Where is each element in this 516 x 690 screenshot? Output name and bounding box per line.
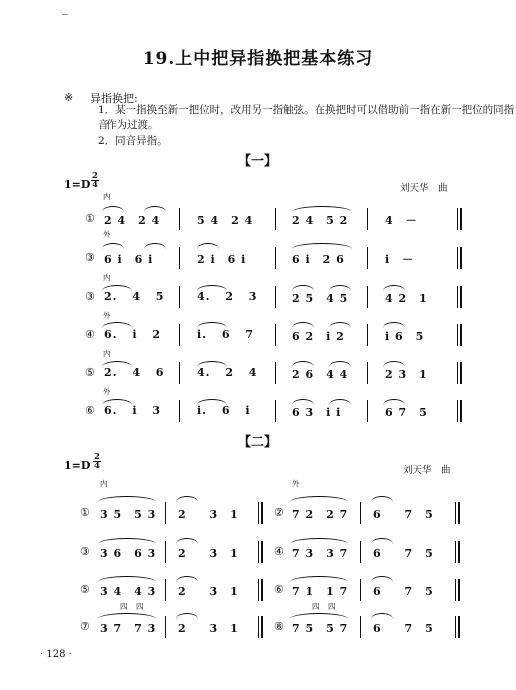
measure: 2 3 1 xyxy=(178,547,239,560)
hint: 外 xyxy=(103,387,111,396)
row-label: ① xyxy=(85,212,95,225)
measure: i. 6 7 xyxy=(197,328,254,341)
slur xyxy=(290,613,348,619)
end-barline xyxy=(457,208,462,230)
end-barline xyxy=(258,541,263,563)
row-label: ③ xyxy=(80,545,90,558)
measure: 5 4 2 4 xyxy=(197,214,254,227)
barline xyxy=(275,286,276,308)
measure: 3 6 6 3 xyxy=(100,547,157,560)
end-barline xyxy=(457,400,462,422)
barline xyxy=(179,324,180,346)
measure: 6 7 5 xyxy=(373,622,434,635)
slur xyxy=(176,538,198,544)
slur xyxy=(292,243,352,249)
measure: 6 7 5 xyxy=(373,547,434,560)
measure: 7 5 5 7 xyxy=(292,622,349,635)
slur xyxy=(102,243,124,249)
measure: 2 3 1 xyxy=(385,368,428,381)
measure: 6 3 i i xyxy=(292,406,342,419)
measure: 6 i 6 i xyxy=(104,253,154,266)
measure: 3 4 4 3 xyxy=(100,585,157,598)
measure: 2 i 6 i xyxy=(197,253,247,266)
barline xyxy=(165,502,166,524)
time-bottom: 4 xyxy=(94,461,100,471)
barline xyxy=(367,362,368,384)
measure: i 6 5 xyxy=(385,330,425,343)
barline xyxy=(367,324,368,346)
measure: 4. 2 4 xyxy=(197,366,258,379)
time-top: 2 xyxy=(94,452,100,462)
measure: 6 7 5 xyxy=(385,406,428,419)
row-label: ⑥ xyxy=(274,583,284,596)
fingering: 四 xyxy=(136,602,144,611)
measure: 7 3 3 7 xyxy=(292,547,349,560)
note-heading: 异指换把: xyxy=(90,92,138,105)
barline xyxy=(179,286,180,308)
slur xyxy=(98,576,156,582)
fingering: 四 xyxy=(120,602,128,611)
barline xyxy=(165,616,166,638)
barline xyxy=(275,208,276,230)
slur xyxy=(176,576,198,582)
barline xyxy=(275,324,276,346)
measure: 4 － xyxy=(385,214,418,227)
slur xyxy=(98,613,156,619)
hint: 内 xyxy=(103,273,111,282)
hint: 外 xyxy=(292,479,300,488)
section-1-composer: 刘天华 曲 xyxy=(400,183,448,194)
page-title: 19.上中把异指换把基本练习 xyxy=(142,49,374,69)
slur xyxy=(98,496,156,502)
row-label: ③ xyxy=(85,290,95,303)
measure: 7 2 2 7 xyxy=(292,508,349,521)
end-barline xyxy=(457,362,462,384)
section-1-heading: 【一】 xyxy=(238,154,278,169)
measure: 3 7 7 3 xyxy=(100,622,157,635)
measure: i － xyxy=(385,253,415,266)
measure: 2 6 4 4 xyxy=(292,368,349,381)
barline xyxy=(275,400,276,422)
row-label: ⑤ xyxy=(80,583,90,596)
end-barline xyxy=(258,616,263,638)
slur xyxy=(197,243,219,249)
time-top: 2 xyxy=(92,171,98,181)
margin-mark xyxy=(62,14,68,15)
barline xyxy=(367,208,368,230)
row-label: ⑦ xyxy=(80,620,90,633)
note-mark: ※ xyxy=(64,91,74,104)
section-1-time-signature xyxy=(91,172,99,189)
barline xyxy=(367,400,368,422)
measure: 2 4 5 2 xyxy=(292,214,349,227)
measure: 6 i 2 6 xyxy=(292,253,345,266)
measure: 6 7 5 xyxy=(373,585,434,598)
section-1-key: 1=D xyxy=(64,178,91,191)
measure: 4. 2 3 xyxy=(197,290,258,303)
slur xyxy=(371,496,393,502)
measure: 6. i 2 xyxy=(104,328,161,341)
hint: 内 xyxy=(103,349,111,358)
barline xyxy=(165,579,166,601)
barline xyxy=(367,286,368,308)
measure: 2. 4 6 xyxy=(104,366,165,379)
note-line-2: 作为过渡。 xyxy=(106,119,159,131)
slur xyxy=(290,576,348,582)
row-label: ③ xyxy=(85,251,95,264)
slur xyxy=(290,538,348,544)
slur xyxy=(144,243,166,249)
slur xyxy=(176,613,198,619)
measure: 3 5 5 3 xyxy=(100,508,157,521)
barline xyxy=(179,362,180,384)
row-label: ⑥ xyxy=(85,404,95,417)
barline xyxy=(367,247,368,269)
end-barline xyxy=(258,502,263,524)
barline xyxy=(179,247,180,269)
measure: 7 1 1 7 xyxy=(292,585,349,598)
measure: 2. 4 5 xyxy=(104,290,165,303)
measure: 6 7 5 xyxy=(373,508,434,521)
row-label: ② xyxy=(274,506,284,519)
barline xyxy=(360,579,361,601)
hint: 内 xyxy=(103,192,111,201)
slur xyxy=(371,538,393,544)
measure: 2 5 4 5 xyxy=(292,292,349,305)
slur xyxy=(290,496,348,502)
page-number: · 128 · xyxy=(40,649,72,660)
row-label: ① xyxy=(80,506,90,519)
measure: 2 3 1 xyxy=(178,622,239,635)
fingering: 四 xyxy=(312,602,320,611)
end-barline xyxy=(457,247,462,269)
time-bottom: 4 xyxy=(92,180,98,190)
hint: 外 xyxy=(103,230,111,239)
measure: 2 4 2 4 xyxy=(104,214,161,227)
barline xyxy=(165,541,166,563)
row-label: ⑧ xyxy=(274,620,284,633)
barline xyxy=(360,502,361,524)
end-barline xyxy=(457,286,462,308)
section-2-heading: 【二】 xyxy=(238,435,278,450)
section-2-composer: 刘天华 曲 xyxy=(403,465,451,476)
barline xyxy=(360,541,361,563)
slur xyxy=(371,613,393,619)
end-barline xyxy=(455,502,460,524)
end-barline xyxy=(455,579,460,601)
barline xyxy=(360,616,361,638)
barline xyxy=(179,208,180,230)
end-barline xyxy=(457,324,462,346)
fingering: 四 xyxy=(328,602,336,611)
barline xyxy=(275,247,276,269)
hint: 内 xyxy=(100,479,108,488)
section-2-key: 1=D xyxy=(64,459,91,472)
slur xyxy=(176,496,198,502)
hint: 外 xyxy=(103,311,111,320)
slur xyxy=(98,538,156,544)
end-barline xyxy=(258,579,263,601)
end-barline xyxy=(455,541,460,563)
measure: 6. i 3 xyxy=(104,404,161,417)
section-2-time-signature xyxy=(93,453,101,470)
end-barline xyxy=(455,616,460,638)
row-label: ④ xyxy=(85,328,95,341)
measure: 2 3 1 xyxy=(178,585,239,598)
measure: 4 2 1 xyxy=(385,292,428,305)
measure: 6 2 i 2 xyxy=(292,330,345,343)
row-label: ④ xyxy=(274,545,284,558)
barline xyxy=(179,400,180,422)
note-line-3: 2．同音异指。 xyxy=(98,135,168,147)
note-line-1: 1．某一指换至新一把位时，改用另一指触弦。在换把时可以借助前一指在新一把位的同指音 xyxy=(98,104,515,131)
row-label: ⑤ xyxy=(85,366,95,379)
barline xyxy=(275,362,276,384)
measure: i. 6 i xyxy=(197,404,251,417)
measure: 2 3 1 xyxy=(178,508,239,521)
slur xyxy=(371,576,393,582)
